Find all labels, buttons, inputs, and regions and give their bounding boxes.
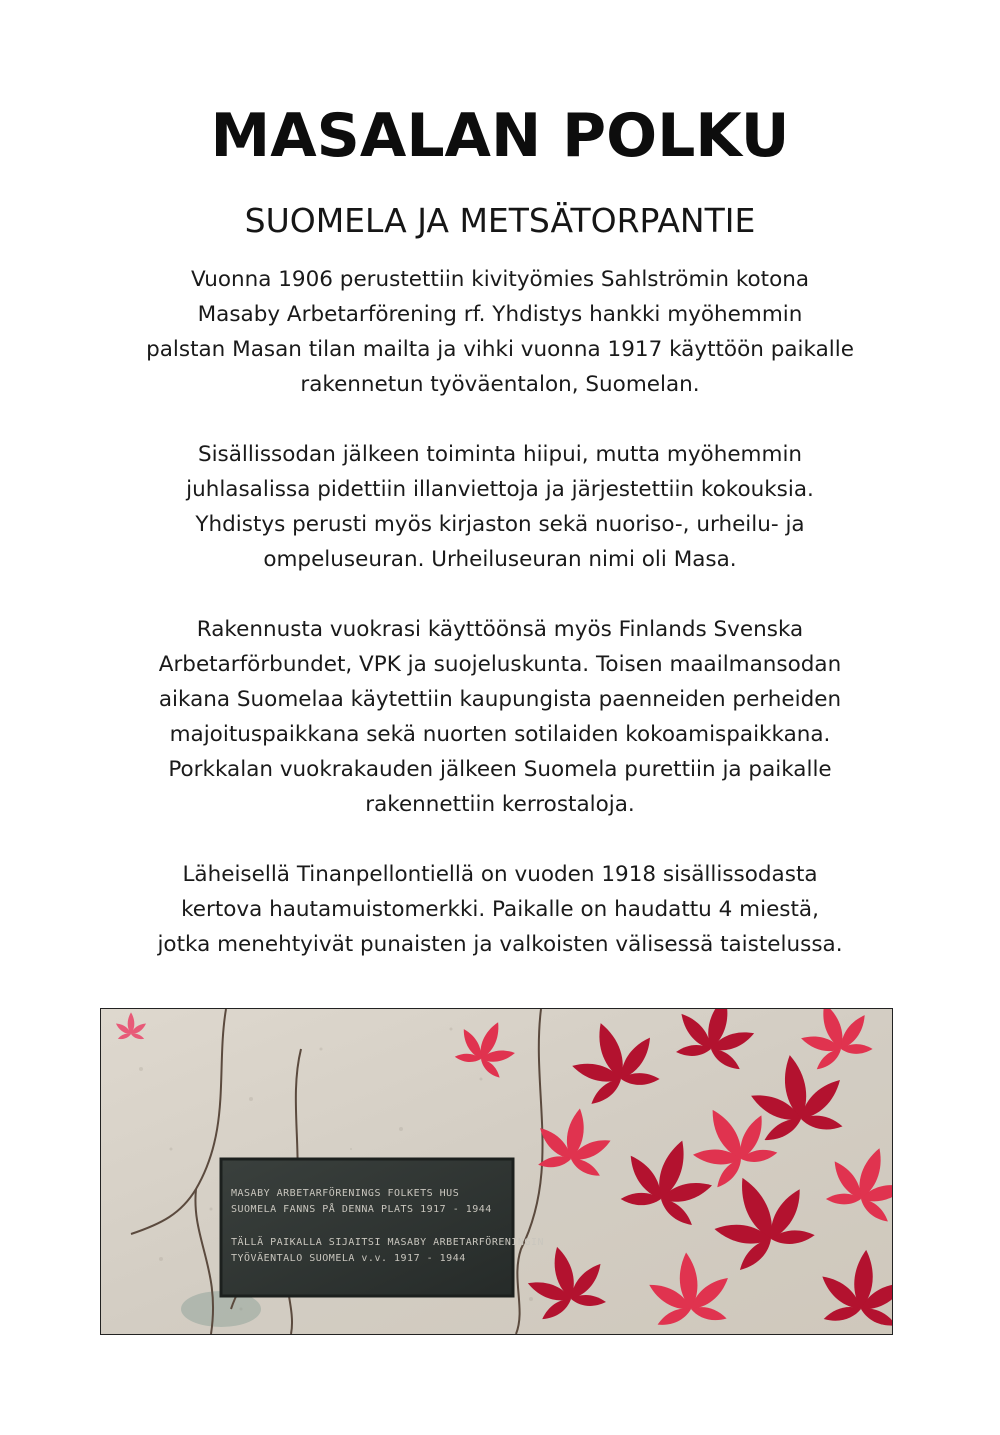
- text-line: jotka menehtyivät punaisten ja valkoisten välisessä taistelussa.: [157, 932, 843, 957]
- text-line: rakennetun työväentalon, Suomelan.: [300, 372, 700, 397]
- plaque-line: TYÖVÄENTALO SUOMELA v.v. 1917 - 1944: [231, 1253, 466, 1264]
- paragraph-civil-war: [90, 437, 910, 577]
- text-line: kertova hautamuistomerkki. Paikalle on haudattu 4 miestä,: [181, 897, 819, 922]
- text-line: rakennettiin kerrostaloja.: [365, 792, 635, 817]
- text-line: Sisällissodan jälkeen toiminta hiipui, mutta myöhemmin: [197, 442, 803, 467]
- text-line: Masaby Arbetarförening rf. Yhdistys hankki myöhemmin: [197, 302, 803, 327]
- plaque-photo-illustration: [101, 1009, 892, 1334]
- text-line: Rakennusta vuokrasi käyttöönsä myös Finlands Svenska: [196, 617, 804, 642]
- article-body: [90, 262, 910, 997]
- text-line: palstan Masan tilan mailta ja vihki vuonna 1917 käyttöön paikalle: [146, 337, 854, 362]
- memorial-plaque: [221, 1159, 513, 1296]
- text-line: Yhdistys perusti myös kirjaston sekä nuoriso-, urheilu- ja: [195, 512, 805, 537]
- plaque-line: MASABY ARBETARFÖRENINGS FOLKETS HUS: [231, 1188, 460, 1199]
- paragraph-memorial: [90, 857, 910, 962]
- text-line: Arbetarförbundet, VPK ja suojeluskunta. Toisen maailmansodan: [158, 652, 842, 677]
- text-line: Vuonna 1906 perustettiin kivityömies Sahlströmin kotona: [190, 267, 810, 292]
- plaque-line: TÄLLÄ PAIKALLA SIJAITSI MASABY ARBETARFÖRENINGIN: [231, 1237, 544, 1248]
- text-line: Läheisellä Tinanpellontiellä on vuoden 1918 sisällissodasta: [182, 862, 818, 887]
- text-line: ompeluseuran. Urheiluseuran nimi oli Masa.: [263, 547, 737, 572]
- text-line: majoituspaikkana sekä nuorten sotilaiden kokoamispaikkana.: [169, 722, 831, 747]
- plaque-photo: [100, 1008, 893, 1335]
- paragraph-founding: [90, 262, 910, 402]
- page-title: MASALAN POLKU: [210, 101, 790, 171]
- plaque-line: SUOMELA FANNS PÅ DENNA PLATS 1917 - 1944: [231, 1204, 492, 1215]
- page-subtitle: SUOMELA JA METSÄTORPANTIE: [244, 201, 756, 240]
- text-line: juhlasalissa pidettiin illanviettoja ja järjestettiin kokouksia.: [186, 477, 814, 502]
- paragraph-wartime: [90, 612, 910, 822]
- text-line: aikana Suomelaa käytettiin kaupungista paenneiden perheiden: [158, 687, 842, 712]
- text-line: Porkkalan vuokrakauden jälkeen Suomela purettiin ja paikalle: [168, 757, 832, 782]
